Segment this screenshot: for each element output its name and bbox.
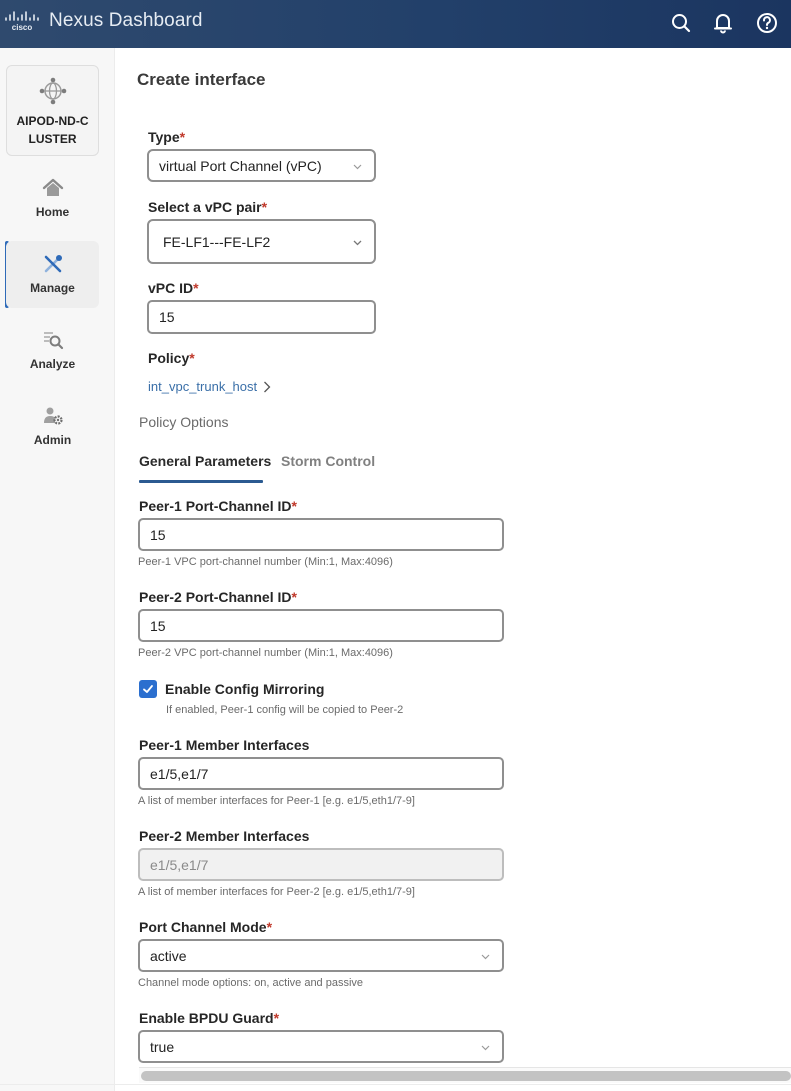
label-text: Type xyxy=(148,129,180,145)
vpc-pair-value: FE-LF1---FE-LF2 xyxy=(163,233,271,250)
pc-mode-help: Channel mode options: on, active and passive xyxy=(138,977,364,989)
policy-options-heading: Policy Options xyxy=(139,414,229,430)
policy-link[interactable] xyxy=(148,379,271,394)
peer1-pc-id-help: Peer-1 VPC port-channel number (Min:1, Max:4096) xyxy=(138,556,393,568)
top-header xyxy=(0,0,791,48)
config-mirroring-checkbox[interactable] xyxy=(139,680,157,698)
peer1-pc-id-label xyxy=(139,498,297,514)
app-title: Nexus Dashboard xyxy=(49,10,203,31)
label-text: Enable BPDU Guard xyxy=(139,1010,274,1026)
peer1-pc-id-value: 15 xyxy=(150,526,166,543)
cluster-name: AIPOD-ND-CLUSTER xyxy=(16,114,89,146)
admin-icon xyxy=(42,405,64,427)
type-select[interactable] xyxy=(147,149,376,182)
chevron-down-icon xyxy=(353,238,362,247)
label-text: Port Channel Mode xyxy=(139,919,267,935)
chevron-down-icon xyxy=(353,162,362,171)
sidebar-item-manage[interactable] xyxy=(6,241,99,308)
pc-mode-label xyxy=(139,919,272,935)
peer2-members-help: A list of member interfaces for Peer-2 [e.g. e1/5,eth1/7-9] xyxy=(138,886,415,898)
required-marker: * xyxy=(179,129,186,145)
sidebar-item-label: Home xyxy=(35,205,70,219)
required-marker: * xyxy=(189,350,195,366)
label-text: Policy xyxy=(148,350,190,366)
chevron-down-icon xyxy=(481,952,490,961)
vpc-id-input[interactable] xyxy=(147,300,376,334)
page-title: Create interface xyxy=(137,70,266,89)
bpdu-guard-label xyxy=(139,1010,279,1026)
peer2-pc-id-value: 15 xyxy=(150,617,166,634)
pc-mode-value: active xyxy=(150,947,187,964)
peer1-members-label: Peer-1 Member Interfaces xyxy=(139,737,310,753)
sidebar-item-admin[interactable] xyxy=(6,393,99,460)
peer1-members-help: A list of member interfaces for Peer-1 [e.g. e1/5,eth1/7-9] xyxy=(138,795,415,807)
peer2-members-input xyxy=(138,848,504,881)
peer2-pc-id-help: Peer-2 VPC port-channel number (Min:1, Max:4096) xyxy=(138,647,393,659)
sidebar xyxy=(0,48,115,1091)
tab-storm-control[interactable]: Storm Control xyxy=(281,453,376,469)
wrench-icon xyxy=(42,253,64,275)
required-marker: * xyxy=(261,199,268,215)
scrollbar-thumb[interactable] xyxy=(141,1071,791,1081)
vpc-id-value: 15 xyxy=(159,309,175,325)
policy-label xyxy=(148,350,195,366)
chevron-down-icon xyxy=(481,1043,490,1052)
config-mirroring-label[interactable]: Enable Config Mirroring xyxy=(165,681,325,697)
chevron-right-icon xyxy=(263,381,271,393)
horizontal-scrollbar[interactable] xyxy=(139,1067,791,1083)
analyze-icon xyxy=(42,329,64,351)
globe-network-icon xyxy=(39,77,67,105)
peer1-members-input[interactable] xyxy=(138,757,504,790)
sidebar-item-label: Manage xyxy=(30,281,75,295)
required-marker: * xyxy=(291,498,297,514)
search-icon[interactable] xyxy=(670,12,692,34)
sidebar-item-analyze[interactable] xyxy=(6,317,99,384)
label-text: Select a vPC pair xyxy=(148,199,262,215)
svg-text:cisco: cisco xyxy=(11,23,33,32)
cisco-logo xyxy=(4,9,40,33)
bpdu-guard-select[interactable] xyxy=(138,1030,504,1063)
peer2-pc-id-label xyxy=(139,589,297,605)
cluster-selector[interactable] xyxy=(6,65,99,156)
tab-general-parameters[interactable]: General Parameters xyxy=(139,453,272,469)
peer1-pc-id-input[interactable] xyxy=(138,518,504,551)
required-marker: * xyxy=(266,919,273,935)
peer1-members-value: e1/5,e1/7 xyxy=(150,765,209,782)
sidebar-item-label: Analyze xyxy=(29,357,76,371)
required-marker: * xyxy=(193,280,199,296)
bpdu-guard-value: true xyxy=(150,1038,175,1055)
sidebar-item-label: Admin xyxy=(33,433,72,447)
vpc-id-label xyxy=(148,280,199,296)
config-mirroring-help: If enabled, Peer-1 config will be copied to Peer-2 xyxy=(166,704,404,716)
label-text: vPC ID xyxy=(148,280,194,296)
help-icon[interactable] xyxy=(756,12,778,34)
pc-mode-select[interactable] xyxy=(138,939,504,972)
peer2-pc-id-input[interactable] xyxy=(138,609,504,642)
bell-icon[interactable] xyxy=(712,12,734,34)
vpc-pair-label xyxy=(148,199,267,215)
required-marker: * xyxy=(291,589,297,605)
checkmark-icon xyxy=(142,683,154,695)
peer2-members-value: e1/5,e1/7 xyxy=(150,856,209,873)
label-text: Peer-2 Port-Channel ID xyxy=(139,589,292,605)
required-marker: * xyxy=(273,1010,280,1026)
home-icon xyxy=(42,177,64,199)
vpc-pair-select[interactable] xyxy=(147,219,376,264)
type-value: virtual Port Channel (vPC) xyxy=(159,157,322,174)
policy-value: int_vpc_trunk_host xyxy=(148,379,258,394)
active-tab-underline xyxy=(139,480,263,483)
label-text: Peer-1 Port-Channel ID xyxy=(139,498,292,514)
peer2-members-label: Peer-2 Member Interfaces xyxy=(139,828,310,844)
main-content xyxy=(115,48,791,1091)
sidebar-item-home[interactable] xyxy=(6,165,99,232)
bottom-divider xyxy=(0,1084,791,1085)
type-label xyxy=(148,129,185,145)
